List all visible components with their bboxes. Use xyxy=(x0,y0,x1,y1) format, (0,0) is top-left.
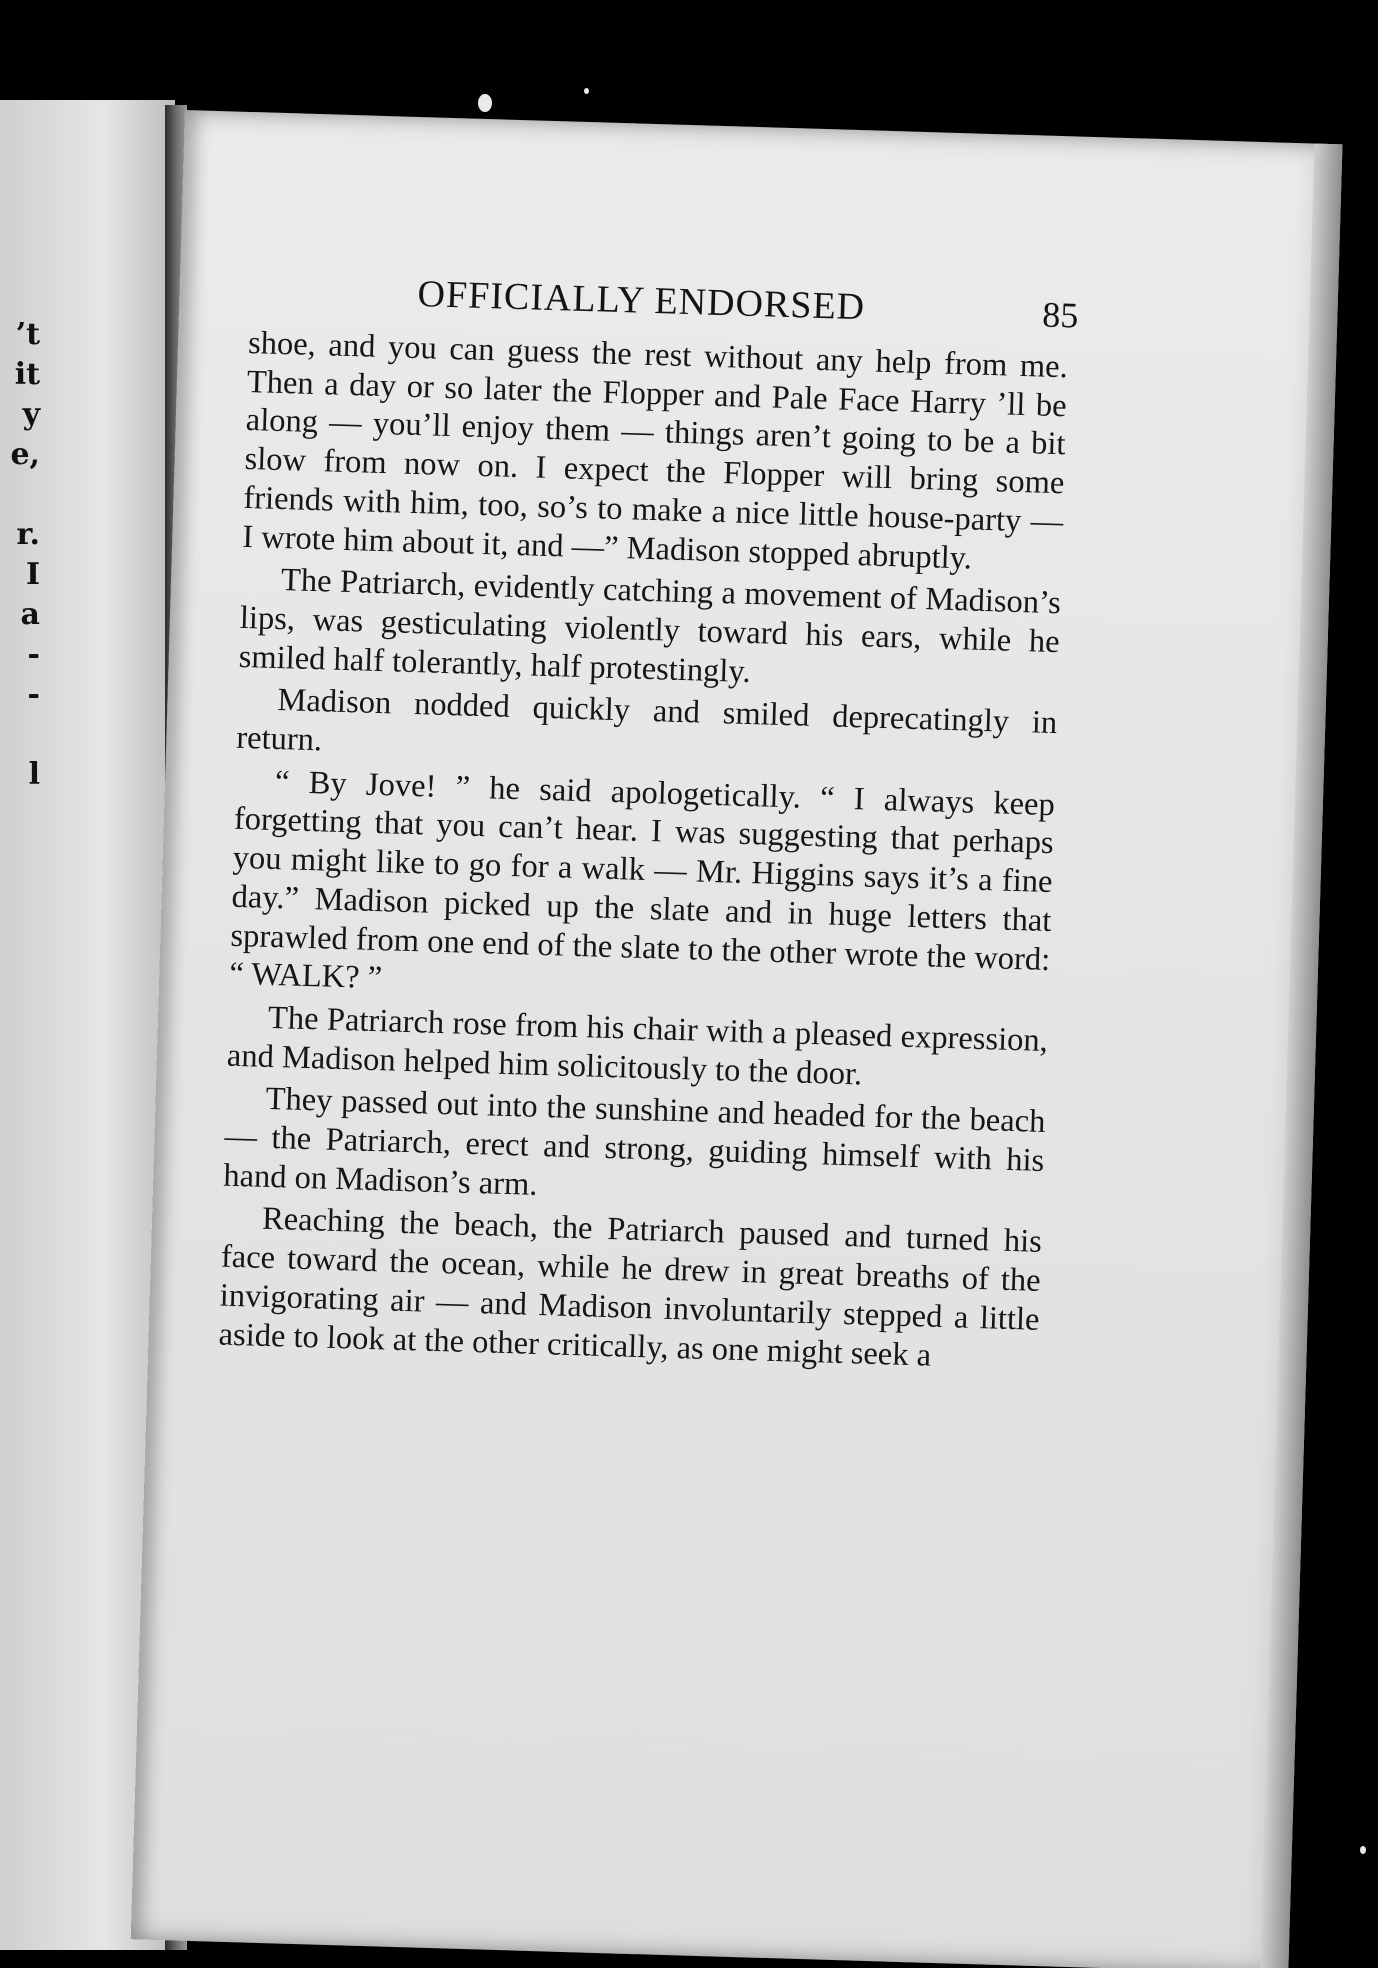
left-page-cut-off-text xyxy=(0,315,40,795)
body-text xyxy=(218,324,1068,1382)
cut-off-char xyxy=(0,715,40,755)
page-number: 85 xyxy=(1041,294,1079,336)
book-page xyxy=(131,110,1343,1968)
paragraph: The Patriarch rose from his chair with a pleased expression, and Madison helped him solicitously to the door. xyxy=(226,999,1049,1093)
cut-off-char: e, xyxy=(10,437,40,472)
cut-off-char: r. xyxy=(16,517,40,552)
running-head: OFFICIALLY ENDORSED xyxy=(417,272,866,329)
cut-off-char xyxy=(0,475,40,515)
cut-off-char: ’t xyxy=(15,317,40,352)
paragraph: They passed out into the sunshine and headed for the beach — the Patriarch, erect and strong, guiding himself with his hand on Madison’s arm. xyxy=(222,1081,1046,1203)
scan-artifact xyxy=(1360,1846,1366,1854)
paragraph: The Patriarch, evidently catching a movement of Madison’s lips, was gesticulating violently toward his ears, while he smiled half tolerantly, half protestingly. xyxy=(238,562,1062,690)
cut-off-char: l xyxy=(28,757,40,792)
paragraph: “ By Jove! ” he said apologetically. “ I always keep forgetting that you can’t hear. I was suggesting that perhaps you might like to go for a walk — Mr. Higgins says it’s a fine day.” Madison picked up the slate and in huge letters that sprawled from one end of the slate to the other wrote the word: “ WALK? ” xyxy=(228,763,1056,997)
cut-off-char: y xyxy=(22,397,40,432)
cut-off-char: I xyxy=(25,557,40,592)
page-edge-shadow xyxy=(1260,144,1342,1968)
paragraph: shoe, and you can guess the rest without any help from me. Then a day or so later the Flopper and Pale Face Harry ’ll be along — you’ll enjoy them — things aren’t going to be a bit slow from now on. I expect the Flopper will bring some friends with him, too, so’s to make a nice little house-party — I wrote him about it, and —” Madison stopped abruptly. xyxy=(241,324,1069,577)
cut-off-char: a xyxy=(20,597,40,632)
cut-off-char: - xyxy=(27,677,40,712)
scan-artifact xyxy=(478,94,492,112)
paragraph: Reaching the beach, the Patriarch paused and turned his face toward the ocean, while he drew in great breaths of the invigorating air — and Madison involuntarily stepped a little aside to look at the other critically, as one might seek a xyxy=(218,1201,1043,1374)
scan-artifact xyxy=(584,88,589,94)
cut-off-char: - xyxy=(27,637,40,672)
paragraph: Madison nodded quickly and smiled deprecatingly in return. xyxy=(235,682,1058,759)
cut-off-char: it xyxy=(14,357,40,392)
